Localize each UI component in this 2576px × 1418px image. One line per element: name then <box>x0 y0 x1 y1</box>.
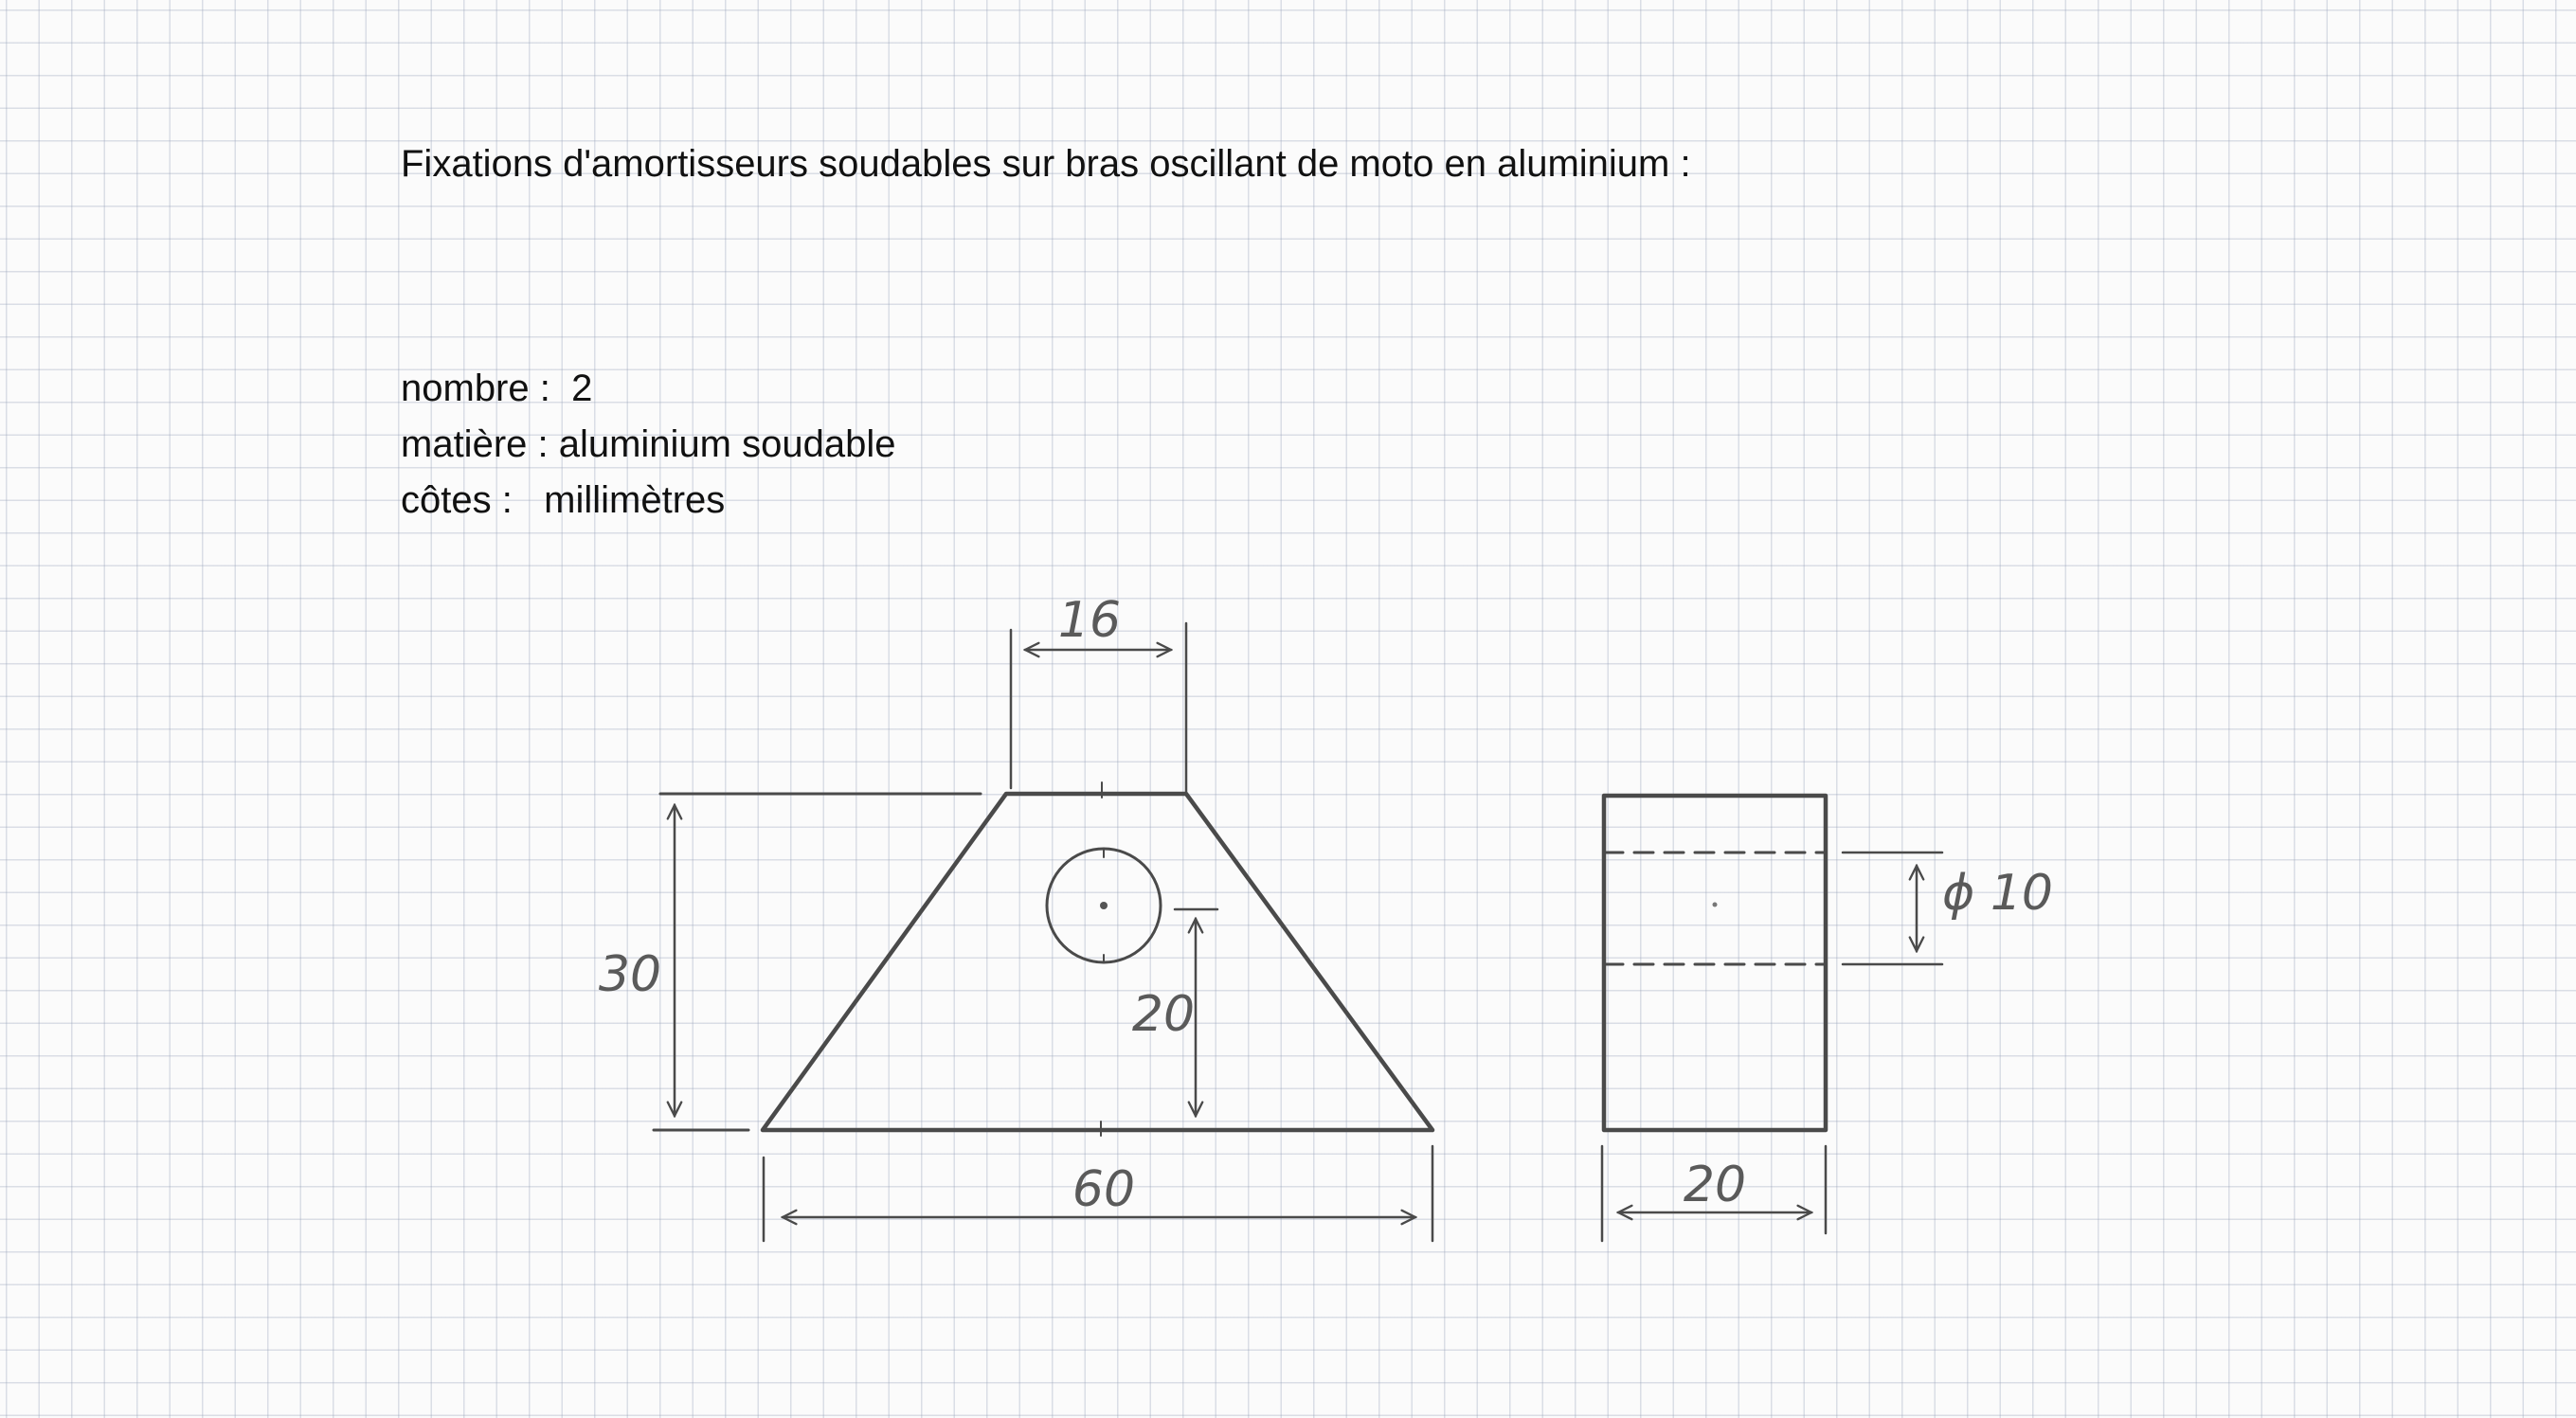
dimension-label-hole-height: 20 <box>1131 986 1196 1043</box>
dimension-hole-diameter <box>1843 853 2053 964</box>
dimension-height <box>599 794 981 1130</box>
spec-material: matière : aluminium soudable <box>401 423 896 465</box>
spec-quantity: nombre : 2 <box>401 368 593 409</box>
bore-center-mark <box>1100 902 1108 909</box>
dimension-label-base-width: 60 <box>1072 1161 1136 1218</box>
dimension-label-height: 30 <box>598 946 662 1003</box>
spec-units: côtes : millimètres <box>401 479 726 521</box>
dimension-hole-height <box>1132 909 1217 1116</box>
dimension-side-width <box>1602 1146 1826 1241</box>
dimension-label-hole-diameter: ϕ 10 <box>1942 865 2053 922</box>
side-view <box>1604 796 1826 1130</box>
front-view <box>763 782 1432 1136</box>
drawing-title: Fixations d'amortisseurs soudables sur bras oscillant de moto en aluminium : <box>401 143 1691 185</box>
dimension-top-width <box>1011 592 1186 792</box>
dimension-base-width <box>764 1146 1432 1241</box>
dimension-label-side-width: 20 <box>1683 1157 1747 1213</box>
dimension-label-top-width: 16 <box>1057 592 1122 649</box>
